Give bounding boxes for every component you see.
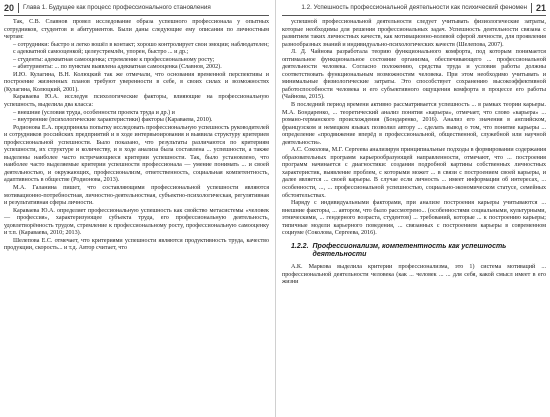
right-running-head: 1.2. Успешность профессиональной деятельности как психический феномен [301, 4, 527, 11]
paragraph: И.Ю. Кулагина, В.Н. Колюцкий так же отмечали, что основания временной перспективы и построение жизненных планов требуют уверенности в себе, в своих силах и возможностях (Кулагина, Колюцкий, 2001). [4, 71, 269, 93]
paragraph: А.К. Маркова выделила критерии профессионализма, это 1) система мотиваций ... профессиональной деятельности человека (как ... человек ... ... для себя, какой смысл имеет в его жизни [282, 264, 546, 286]
list-item: – сотрудники: быстро и легко вошёл в контакт; хорошо контролирует свои эмоции; наблюдателен; с адекватной самооценкой; целеустремлён, упорен, быстро ... и др.; [13, 41, 269, 56]
list-item: – внешние (условия труда, особенности проекта труда и др.) и [13, 109, 175, 116]
paragraph: Наряду с индивидуальными факторами, при анализе построения карьеры учитываются ... внешние факторы, ... автором, что было рассмотрено... (особенностями социальными, культурными, этническими, ... гендерного возраста, студентов) ... требований, которые ... к построению карьеры; типичные модели карьерного поведения, ... связанных с построением карьеры в современном социуме (Соколова, Сергеева, 2016). [282, 200, 546, 237]
paragraph: успешной профессиональной деятельности следует учитывать физиологические затраты, которые необходимы для решения профессиональных задач. Успешность деятельности связана с развитием таких личностных качеств, как мотивационно-волевой сферой личности, для проявления разнообразных знаний и индивидуально-психологических качеств (Шелепова, 2007). [282, 19, 546, 48]
subsection-heading [282, 243, 546, 260]
left-running-header [4, 0, 269, 16]
right-running-header [282, 0, 546, 16]
left-running-head: Глава 1. Будущее как процесс профессионального становления [23, 4, 211, 11]
list-item: – абитуриенты: ... по пунктам выявлена адекватная самооценка (Славнов, 2002). [13, 64, 222, 71]
paragraph: Караваева Ю.А. определяет профессиональную успешность как свойство метасистемы «человек — профессия», характеризующее субъекта труда, его профессиональную деятельность, удовлетворённость трудом, стремление к профессиональному росту, профессиональную самооценку и т.п. (Караваева, 2010; 2013). [4, 207, 269, 237]
paragraph: Караваева Ю.А. исследуя психологические факторы, влияющие на профессиональную успешность, выделила два класса: [4, 94, 269, 109]
header-divider [18, 3, 19, 13]
header-divider [531, 3, 532, 13]
paragraph: Так, С.В. Славнов провел исследование образа успешного профессионала у опытных сотрудников, студентов и абитуриентов. Были даны следующие ему описания по личностным чертам: [4, 19, 269, 41]
right-page-body [282, 19, 546, 287]
right-page-number: 21 [535, 2, 546, 13]
subsection-title: Профессионализм, компетентность как успешность деятельности [312, 242, 507, 259]
right-page [275, 0, 550, 417]
paragraph: Шелепова Е.С. отмечает, что критериями успешности являются продуктивность труда, качество продукции, скорость... и т.д. Автор считает, что [4, 237, 269, 252]
list-item: – внутренние (психологические характеристики) факторы (Караваева, 2010). [13, 117, 213, 124]
paragraph: Родионова Е.А. предприняла попытку исследовать профессиональную успешность руководителей и сотрудников российских предприятий и в ходе интервьюирования и выявила структуру критериев профессиональной успешности. Было показано, что результаты различаются по критериям успешности, их структуре и количеству, и в ходе анализа была составлена ... успешности, а также выделены наиболее часто встречающиеся критерии успешности. Так, было установлено, что наиболее часто выделяемые критерии успешности профессионала — умение понимать ... и своей деятельностью, и окружающих, профессионализм, ответственность, социальная компетентность, адаптивность в обществе (Родионова, 2013). [4, 124, 269, 184]
paragraph: А.С. Соколова, М.Г. Сергеева анализируя принципиальные подходы в формировании содержания образовательных программ карьерообразующей направленности, отмечают, что ... построения программ начинается с диагностики: создания подробной картины собственных личностных характеристик, выявление проблем, с которыми может ... в связи с построением своей карьеры, и далее является ... своей карьеры. В случае если личность ... имеет информации об интересах, ... особенности, ..., ... профессиональной успешностью, социально-экономическом статусе, семейных обстоятельствах. [282, 147, 546, 199]
list-item: – студенты: адекватная самооценка; стремление к профессиональному росту; [13, 56, 215, 63]
paragraph: М.А. Галанина пишет, что составляющими профессиональной успешности являются мотивационно-потребностная, личностно-деятельностная, субъектно-психологическая, регулятивная и результативная сферы личности. [4, 185, 269, 207]
left-page-number: 20 [4, 2, 15, 13]
paragraph: В последний период времени активно рассматривается успешность ... в рамках теории карьеры. М.А. Бондаренко, ... теоретический анализ понятия «карьера», отмечает, что слово «карьера» ... романо-германского происхождения (Бондаренко, 2016). Анализ его значения в английском, французском и немецком языках позволил автору ... сделать вывод о том, что понятие карьеры ... определение «продвижение вперёд в профессиональной, общественной, служебной или научной деятельности». [282, 102, 546, 146]
left-page-body [4, 19, 269, 253]
paragraph: Л. Д. Чайнова разработала теорию функционального комфорта, под которым понимается оптимальное функциональное состояние организма, обеспечивающего ... профессиональной деятельности человека. Согласно положению, средства труда и условия работы должны соответствовать функциональным возможностям человека. При этом необходимо учитывать и минимальные физиологические затраты. Это способствует сохранению высокоэффективной работоспособности человека и его субъективного ощущения комфорта в процессе его работы (Чайнова, 2015). [282, 49, 546, 101]
subsection-number: 1.2.2. [291, 242, 309, 250]
